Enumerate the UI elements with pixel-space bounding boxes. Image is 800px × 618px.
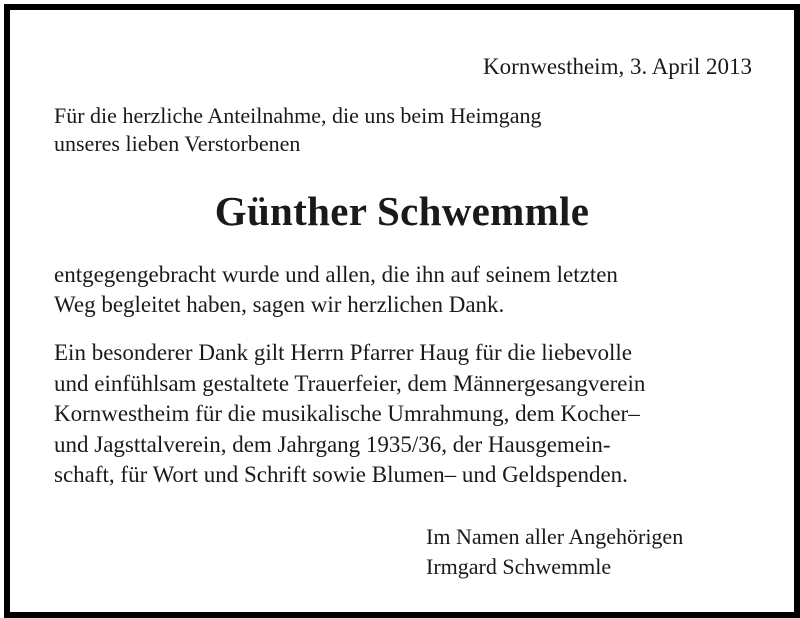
paragraph-line: entgegengebracht wurde und allen, die ihn auf seinem letzten <box>54 262 618 287</box>
paragraph-line: und Jagsttalverein, dem Jahrgang 1935/36, der Hausgemein- <box>54 431 611 457</box>
paragraph-line: Ein besonderer Dank gilt Herrn Pfarrer Haug für die liebevolle <box>54 340 632 365</box>
signature-name: Irmgard Schwemmle <box>426 554 612 579</box>
intro-text <box>54 102 542 158</box>
obituary-notice-frame <box>4 4 800 618</box>
intro-line: unseres lieben Verstorbenen <box>54 131 301 156</box>
place-date: Kornwestheim, 3. April 2013 <box>483 54 752 79</box>
deceased-name: Günther Schwemmle <box>214 188 590 234</box>
paragraph-line: Kornwestheim für die musikalische Umrahmung, dem Kocher– <box>54 401 640 426</box>
paragraph-line: schaft, für Wort und Schrift sowie Blumen– und Geldspenden. <box>54 462 628 487</box>
intro-line: Für die herzliche Anteilnahme, die uns beim Heimgang <box>54 103 542 128</box>
paragraph-line: Weg begleitet haben, sagen wir herzlichen Dank. <box>54 292 505 317</box>
paragraph-line: und einfühlsam gestaltete Trauerfeier, dem Männergesangverein <box>54 370 646 396</box>
thanks-paragraph <box>54 260 618 320</box>
signature-block <box>426 522 683 582</box>
signature-line: Im Namen aller Angehörigen <box>426 524 684 549</box>
special-thanks-paragraph <box>54 338 645 491</box>
